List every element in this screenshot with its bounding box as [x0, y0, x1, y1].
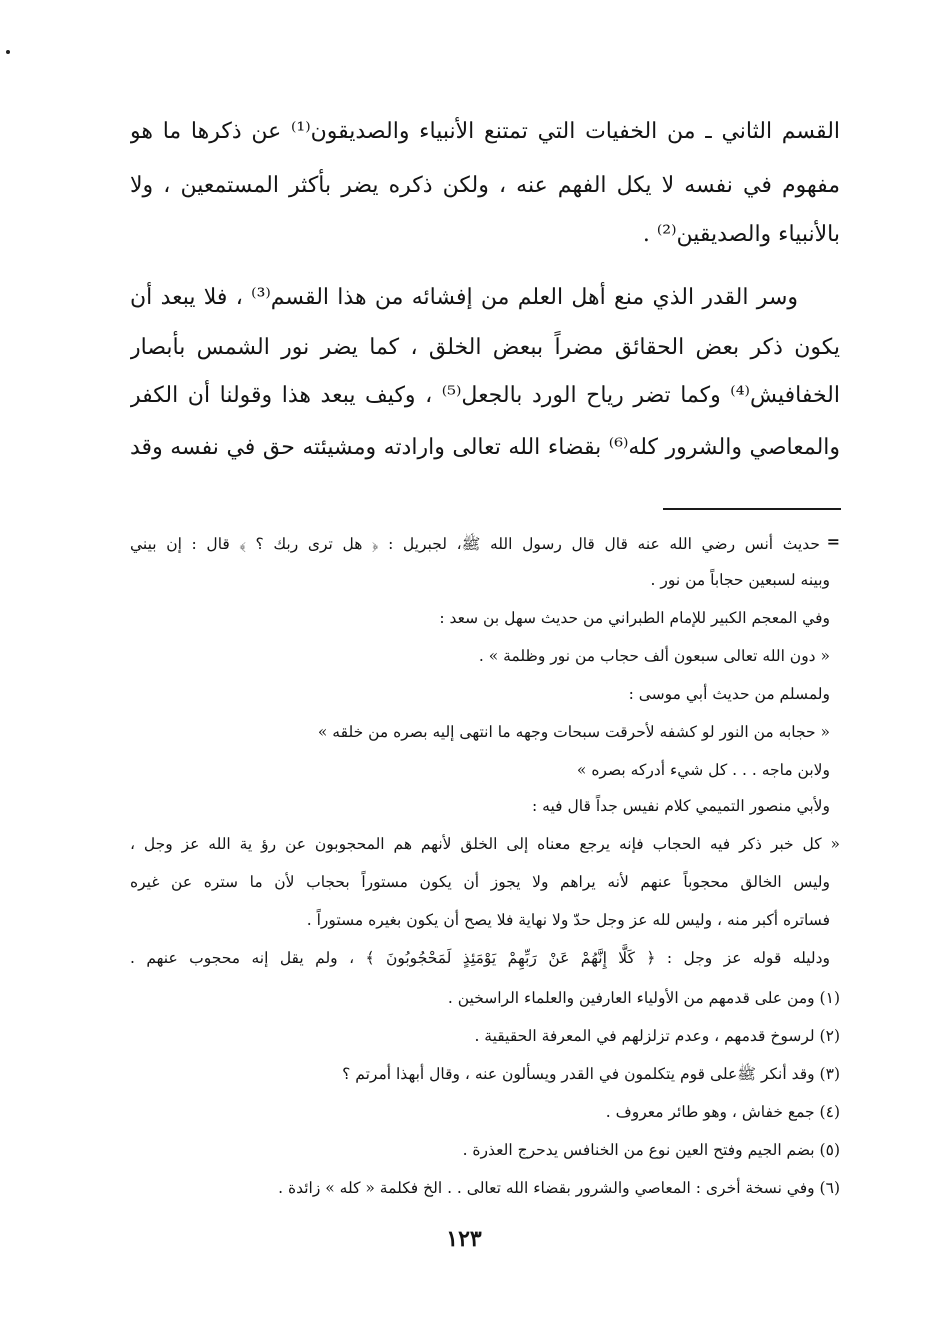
- footnote-continued-line-3: وفي المعجم الكبير للإمام الطبراني من حديث سهل بن سعد :: [439, 609, 830, 627]
- footnote-continued-line-11: فساتره أكبر منه ، وليس لله عز وجل حدّ ولا نهاية فلا يصح أن يكون بغيره مستوراً .: [306, 911, 830, 929]
- footnote-continued-line-9: « كل خبر ذكر فيه الحجاب فإنه يرجع معناه إلى الخلق لأنهم هم المحجوبون عن رؤ ية الله عز وجل ،: [130, 835, 840, 853]
- footnote-continued-line-2: وبينه لسبعين حجاباً من نور .: [650, 571, 830, 589]
- footnote-continued-line-6: « حجابه من النور لو كشفه لأحرقت سبحات وجهه ما انتهى إليه بصره من خلقه »: [317, 723, 830, 741]
- paragraph-1-line-3: بالأنبياء والصديقين⁽²⁾ .: [642, 222, 840, 247]
- footnote-5: (٥) بضم الجيم وفتح العين نوع من الخنافس يدحرج العذرة .: [462, 1141, 840, 1159]
- scan-speck: [6, 50, 10, 54]
- footnote-6: (٦) وفي نسخة أخرى : المعاصي والشرور بقضاء الله تعالى . . الخ فكلمة « كله » زائدة .: [278, 1179, 840, 1197]
- page-number: ١٢٣: [446, 1226, 482, 1252]
- paragraph-2-line-2: يكون ذكر بعض الحقائق مضراً ببعض الخلق ، كما يضر نور الشمس بأبصار: [130, 335, 840, 360]
- paragraph-1-line-2: مفهوم في نفسه لا يكل الفهم عنه ، ولكن ذكره يضر بأكثر المستمعين ، ولا: [130, 173, 840, 198]
- footnote-1: (١) ومن على قدمهم من الأولياء العارفين والعلماء الراسخين .: [447, 989, 840, 1007]
- footnote-continued-line-7: ولابن ماجه . . . كل شيء أدركه بصره »: [576, 761, 830, 779]
- paragraph-2-line-3: الخفافيش⁽⁴⁾ وكما تضر رياح الورد بالجعل⁽⁵⁾ ، وكيف يبعد هذا وقولنا أن الكفر: [130, 383, 840, 408]
- footnote-separator: [663, 508, 841, 510]
- footnote-continued-line-12: ودليله قوله عز وجل : ﴿ كَلَّا إِنَّهُمْ عَنْ رَبِّهِمْ يَوْمَئِذٍ لَمَحْجُوبُونَ ﴾ ، ولم يقل إنه محجوب عنهم .: [130, 949, 830, 967]
- footnote-continued-line-10: وليس الخالق محجوباً عنهم لأنه يراهم ولا يجوز أن يكون مستوراً بحجاب لأن ما ستره عن غيره: [130, 873, 830, 891]
- footnote-3: (٣) وقد أنكر ﷺعلى قوم يتكلمون في القدر ويسألون عنه ، وقال أبهذا أمرتم ؟: [342, 1065, 840, 1083]
- footnote-4: (٤) جمع خفاش ، وهو طائر معروف .: [605, 1103, 840, 1121]
- paragraph-2-line-4: والمعاصي والشرور كله⁽⁶⁾ بقضاء الله تعالى وارادته ومشيئته حق في نفسه وقد: [130, 435, 840, 460]
- footnote-2: (٢) لرسوخ قدمهم ، وعدم تزلزلهم في المعرفة الحقيقية .: [474, 1027, 840, 1045]
- continuation-mark: =: [826, 532, 840, 551]
- footnote-continued-line-4: « دون الله تعالى سبعون ألف حجاب من نور وظلمة » .: [478, 647, 830, 665]
- paragraph-2-line-1: وسر القدر الذي منع أهل العلم من إفشائه من هذا القسم⁽³⁾ ، فلا يبعد أن: [130, 285, 798, 310]
- paragraph-1-line-1: القسم الثاني ـ من الخفيات التي تمتنع الأنبياء والصديقون⁽¹⁾ عن ذكرها ما هو: [130, 119, 840, 144]
- footnote-continued-line-5: ولمسلم من حديث أبي موسى :: [628, 685, 830, 703]
- footnote-continued-line-1: حديث أنس رضي الله عنه قال قال رسول الله ﷺ، لجبريل : ﴿ هل ترى ربك ؟ ﴾ قال : إن بيني: [130, 535, 820, 553]
- footnote-continued-line-8: ولأبي منصور التميمي كلام نفيس جداً قال فيه :: [532, 797, 830, 815]
